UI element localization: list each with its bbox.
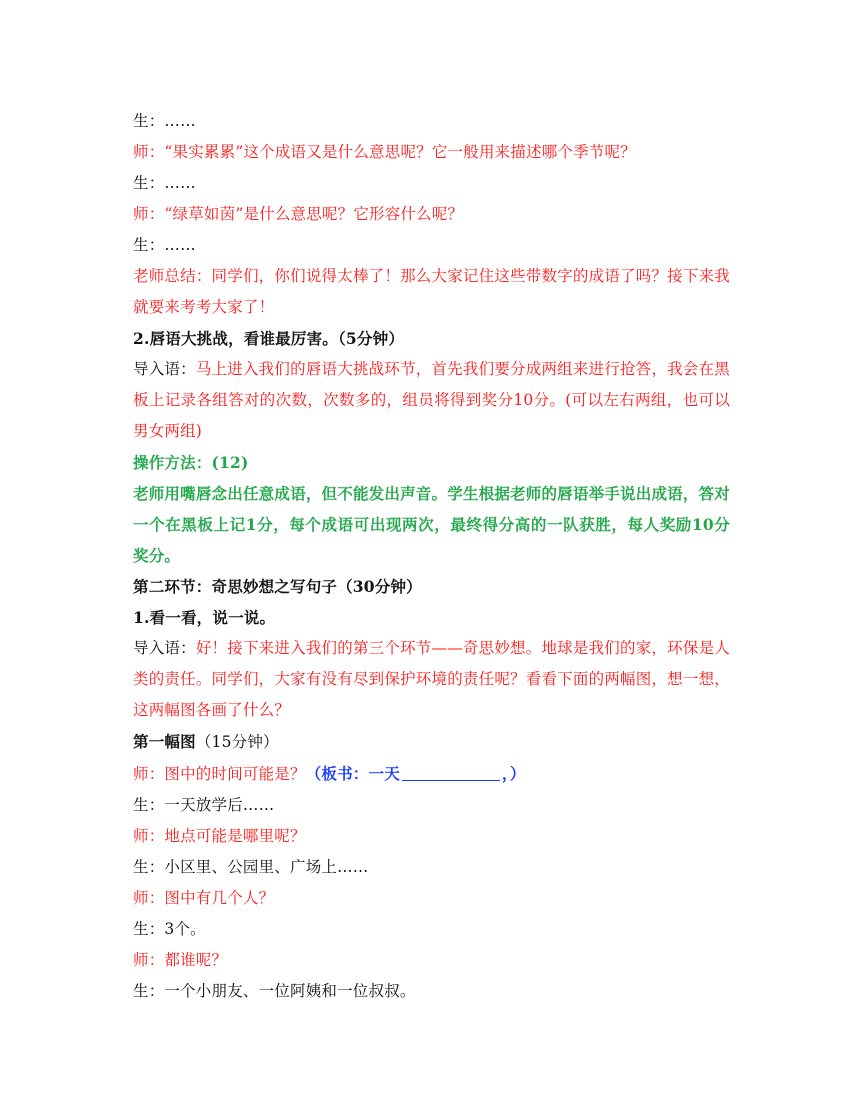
intro-text: 好！接下来进入我们的第三个环节——奇思妙想。地球是我们的家，环保是人类的责任。同学们，大家有没有尽到保护环境的责任呢？看看下面的两幅图，想一想，这两幅图各画了什么？ bbox=[133, 639, 730, 719]
response-text: …… bbox=[164, 112, 196, 130]
teacher-question-place: 师：地点可能是哪里呢？ bbox=[133, 827, 306, 845]
intro-label: 导入语： bbox=[133, 360, 196, 378]
question-text: 师：图中的时间可能是？ bbox=[133, 765, 306, 783]
teacher-question-who: 师：都谁呢？ bbox=[133, 951, 228, 969]
speaker-label: 生： bbox=[133, 174, 165, 192]
intro-text: 马上进入我们的唇语大挑战环节，首先我们要分成两组来进行抢答，我会在黑板上记录各组答对的次数，次数多的，组员将得到奖分10分。(可以左右两组，也可以男女两组) bbox=[133, 360, 730, 440]
teacher-question-count: 师：图中有几个人？ bbox=[133, 889, 275, 907]
speaker-label: 师： bbox=[133, 143, 165, 161]
teacher-summary: 老师总结：同学们，你们说得太棒了！那么大家记住这些带数字的成语了吗？接下来我就要来考考大家了！ bbox=[133, 267, 730, 316]
response-text: …… bbox=[164, 236, 196, 254]
picture-1-heading bbox=[133, 726, 730, 758]
picture-title: 第一幅图 bbox=[133, 732, 196, 751]
teacher-question-1 bbox=[133, 137, 730, 168]
question-text: “果实累累”这个成语又是什么意思呢？它一般用来描述哪个季节呢？ bbox=[164, 143, 636, 161]
student-response-2 bbox=[133, 168, 730, 199]
teacher-question-2 bbox=[133, 199, 730, 230]
board-note-open: （板书：一天 bbox=[305, 764, 400, 783]
speaker-label: 师： bbox=[133, 205, 165, 223]
subsection-1-heading: 1.看一看，说一说。 bbox=[133, 608, 276, 627]
speaker-label: 生： bbox=[133, 112, 165, 130]
intro-paragraph-1 bbox=[133, 354, 730, 447]
speaker-label: 生： bbox=[133, 236, 165, 254]
fill-in-blank bbox=[402, 764, 500, 781]
student-answer-count: 生：3个。 bbox=[133, 920, 206, 938]
board-note-close: ，） bbox=[501, 764, 526, 783]
intro-paragraph-2 bbox=[133, 633, 730, 726]
response-text: …… bbox=[164, 174, 196, 192]
student-answer-time: 生：一天放学后…… bbox=[133, 796, 275, 814]
student-response-1 bbox=[133, 106, 730, 137]
picture-time: （15分钟） bbox=[195, 733, 279, 751]
method-heading: 操作方法：(12) bbox=[133, 453, 249, 472]
student-answer-place: 生：小区里、公园里、广场上…… bbox=[133, 858, 369, 876]
lesson-plan-content bbox=[133, 106, 730, 1007]
stage-2-heading: 第二环节：奇思妙想之写句子（30分钟） bbox=[133, 577, 422, 596]
student-response-3 bbox=[133, 230, 730, 261]
intro-label: 导入语： bbox=[133, 639, 196, 657]
method-paragraph: 老师用嘴唇念出任意成语，但不能发出声音。学生根据老师的唇语举手说出成语，答对一个在黑板上记1分，每个成语可出现两次，最终得分高的一队获胜，每人奖励10分奖分。 bbox=[133, 484, 730, 565]
teacher-question-time bbox=[133, 758, 730, 790]
board-note bbox=[306, 764, 526, 783]
question-text: “绿草如茵”是什么意思呢？它形容什么呢？ bbox=[164, 205, 464, 223]
student-answer-who: 生：一个小朋友、一位阿姨和一位叔叔。 bbox=[133, 982, 416, 1000]
section-2-heading: 2.唇语大挑战，看谁最厉害。（5分钟） bbox=[133, 329, 405, 348]
